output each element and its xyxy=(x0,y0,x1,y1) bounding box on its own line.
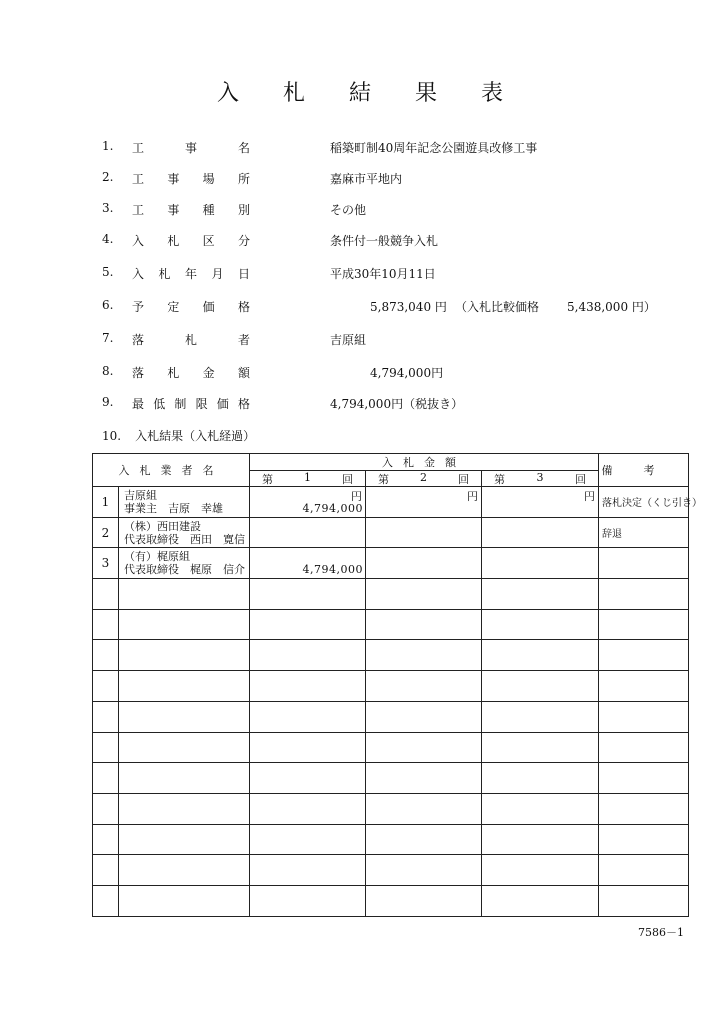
winning-amount: 4,794,000円 xyxy=(370,366,444,380)
remarks-cell: 辞退 xyxy=(599,517,689,548)
table-row xyxy=(93,548,689,579)
field-row xyxy=(0,331,720,353)
empty-row xyxy=(93,701,689,732)
empty-row xyxy=(93,732,689,763)
remarks-cell: 落札決定（くじ引き） xyxy=(599,487,689,518)
header-round-1: 第 1 回 xyxy=(250,471,366,487)
field-number: 7. xyxy=(102,331,114,345)
round-3-amount xyxy=(482,517,599,548)
round-2-amount: 円 xyxy=(366,487,482,518)
field-label: 落 札 者 xyxy=(132,333,250,347)
field-number: 4. xyxy=(102,232,114,246)
row-index: 2 xyxy=(93,517,119,548)
header-round-3: 第 3 回 xyxy=(482,471,599,487)
planned-price: 5,873,040 円 xyxy=(370,300,447,314)
field-row xyxy=(0,265,720,287)
bidder-name: 吉原組 事業主 吉原 幸雄 xyxy=(119,487,250,518)
field-label: 工 事 種 別 xyxy=(132,203,250,217)
field-number: 6. xyxy=(102,298,114,312)
field-number: 8. xyxy=(102,364,114,378)
field-value: 吉原組 xyxy=(330,333,367,347)
round-1-amount: 4,794,000 xyxy=(250,548,366,579)
round-2-amount xyxy=(366,517,482,548)
minimum-limit-price: 4,794,000円（税抜き） xyxy=(330,397,464,411)
field-value: 稲築町制40周年記念公園遊具改修工事 xyxy=(330,141,538,155)
header-round-2: 第 2 回 xyxy=(366,471,482,487)
round-3-amount: 円 xyxy=(482,487,599,518)
document-code: 7586－1 xyxy=(638,926,684,939)
field-row xyxy=(0,298,720,320)
header-bidder-name: 入札業者名 xyxy=(93,454,250,487)
field-row xyxy=(0,201,720,223)
field-row xyxy=(0,364,720,386)
section-label: 入札結果（入札経過） xyxy=(135,429,256,443)
row-index: 3 xyxy=(93,548,119,579)
field-number: 2. xyxy=(102,170,114,184)
round-2-amount xyxy=(366,548,482,579)
comparison-price-label: （入札比較価格 xyxy=(455,300,540,314)
header-bid-amount: 入札金額 xyxy=(250,454,599,471)
empty-row xyxy=(93,763,689,794)
field-value: 条件付一般競争入札 xyxy=(330,234,439,248)
table-row xyxy=(93,517,689,548)
field-label: 工 事 名 xyxy=(132,141,250,155)
header-remarks: 備 考 xyxy=(599,454,689,487)
empty-row xyxy=(93,671,689,702)
field-value: 平成30年10月11日 xyxy=(330,267,436,281)
field-label: 最 低 制 限 価 格 xyxy=(132,397,250,411)
empty-row xyxy=(93,824,689,855)
round-1-amount: 円 4,794,000 xyxy=(250,487,366,518)
bid-result-table xyxy=(92,453,703,917)
empty-row xyxy=(93,855,689,886)
bidder-name: （株）西田建設 代表取締役 西田 寛信 xyxy=(119,517,250,548)
page-title: 入札結果表 xyxy=(216,81,547,106)
field-label: 落 札 金 額 xyxy=(132,366,250,380)
row-index: 1 xyxy=(93,487,119,518)
empty-row xyxy=(93,885,689,916)
field-row xyxy=(0,395,720,417)
field-number: 9. xyxy=(102,395,114,409)
field-number: 3. xyxy=(102,201,114,215)
field-number: 5. xyxy=(102,265,114,279)
field-number: 1. xyxy=(102,139,114,153)
empty-row xyxy=(93,609,689,640)
field-row xyxy=(0,232,720,254)
section-number: 10. xyxy=(102,429,122,443)
round-3-amount xyxy=(482,548,599,579)
field-label: 入 札 年 月 日 xyxy=(132,267,250,281)
field-row xyxy=(0,170,720,192)
field-value: その他 xyxy=(330,203,367,217)
field-label: 入 札 区 分 xyxy=(132,234,250,248)
empty-row xyxy=(93,579,689,610)
round-1-amount xyxy=(250,517,366,548)
field-label: 工 事 場 所 xyxy=(132,172,250,186)
bidder-name: （有）梶原組 代表取締役 梶原 信介 xyxy=(119,548,250,579)
field-label: 予 定 価 格 xyxy=(132,300,250,314)
table-row xyxy=(93,487,689,518)
empty-row xyxy=(93,640,689,671)
section-heading xyxy=(102,427,255,444)
empty-row xyxy=(93,793,689,824)
field-value: 嘉麻市平地内 xyxy=(330,172,403,186)
remarks-cell xyxy=(599,548,689,579)
field-row xyxy=(0,139,720,161)
comparison-price: 5,438,000 円） xyxy=(567,300,656,314)
